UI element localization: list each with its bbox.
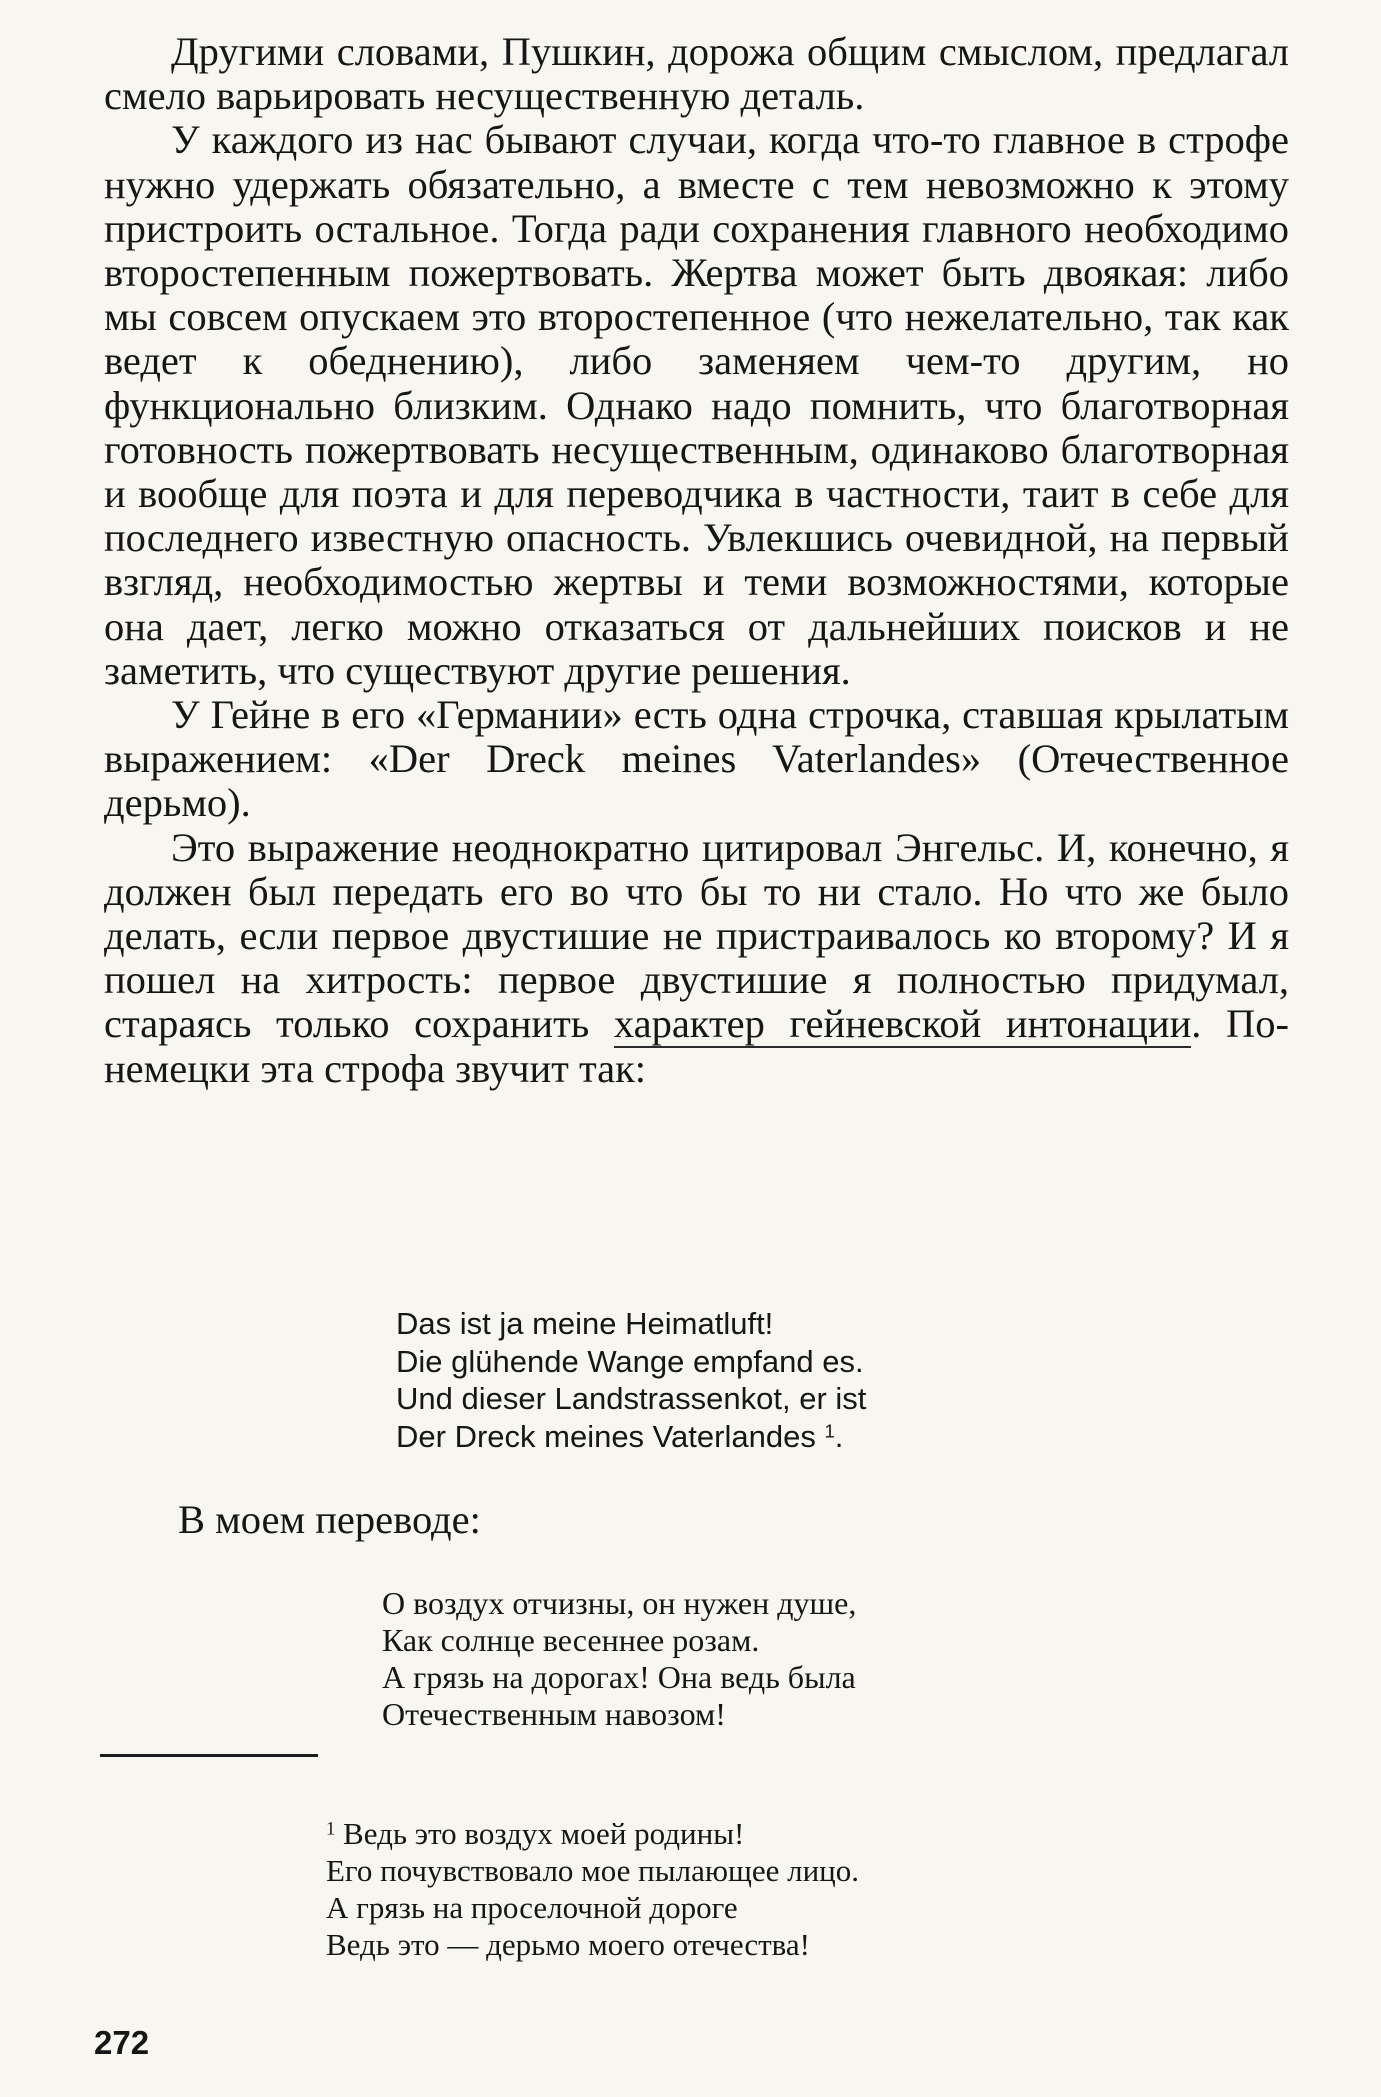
footnote-line: $^1$ Ведь это воздух моей родины!	[326, 1816, 745, 1851]
main-text	[104, 30, 1289, 1091]
engels-text-start: Это выражение неоднократно цитировал Энгельс. И, конечно, я должен был передать его во что бы то ни стало. Но что же было делать, если первое двустишие не пристраивалось ко второму? И я пошел на хитрость: первое двустишие я полностью придумал, стараясь только сохранить	[104, 824, 1289, 1047]
paragraph-heine: У Гейне в его «Германии» есть одна строчка, ставшая крылатым выражением: «Der Dreck meines Vaterlandes» (Отечественное дерьмо).	[104, 692, 1289, 826]
book-page	[94, 29, 1290, 2070]
paragraph-engels	[104, 826, 1289, 1091]
page-number: 272	[94, 2024, 150, 2061]
russian-verse-line: А грязь на дорогах! Она ведь была	[382, 1659, 856, 1695]
footnote-reference[interactable]: 1	[824, 1420, 835, 1442]
german-verse-line: Und dieser Landstrassenkot, er ist	[396, 1381, 867, 1416]
german-verse-line: Das ist ja meine Heimatluft!	[396, 1306, 774, 1341]
german-verse	[396, 1305, 866, 1455]
footnote	[326, 1815, 859, 1963]
paragraph-pushkin: Другими словами, Пушкин, дорожа общим смыслом, предлагал смело варьировать несущественную деталь.	[104, 29, 1289, 119]
underlined-phrase: характер гейневской интонации	[613, 1001, 1192, 1047]
russian-verse	[382, 1585, 856, 1733]
footnote-line: Его почувствовало мое пылающее лицо.	[326, 1853, 860, 1888]
engels-text-end: . По-немецки эта строфа звучит так:	[104, 1001, 1290, 1091]
footnote-line: А грязь на проселочной дороге	[326, 1890, 738, 1925]
translation-intro: В моем переводе:	[178, 1497, 481, 1542]
german-verse-line: Die glühende Wange empfand es.	[396, 1343, 864, 1379]
russian-verse-line: Как солнце весеннее розам.	[382, 1622, 760, 1658]
footnote-line: Ведь это — дерьмо моего отечества!	[326, 1927, 810, 1962]
russian-verse-line: Отечественным навозом!	[382, 1696, 726, 1732]
russian-verse-line: О воздух отчизны, он нужен душе,	[382, 1585, 857, 1621]
footnote-mark: 1	[326, 1818, 336, 1840]
paragraph-sacrifice: У каждого из нас бывают случаи, когда что-то главное в строфе нужно удержать обязательно, а вместе с тем невозможно к этому пристроить остальное. Тогда ради сохранения главного необходимо второстепенным пожертвовать. Жертва может быть двоякая: либо мы совсем опускаем это второстепенное (что нежелательно, так как ведет к обеднению), либо заменяем чем-то другим, но функционально близким. Однако надо помнить, что благотворная готовность пожертвовать несущественным, одинаково благотворная и вообще для поэта и для переводчика в частности, таит в себе для последнего известную опасность. Увлекшись очевидной, на первый взгляд, необходимостью жертвы и теми возможностями, которые она дает, легко можно отказаться от дальнейших поисков и не заметить, что существуют другие решения.	[104, 117, 1289, 693]
footnote-divider	[100, 1754, 318, 1757]
german-verse-line-last: Der Dreck meines Vaterlandes $^1$.	[396, 1418, 844, 1454]
